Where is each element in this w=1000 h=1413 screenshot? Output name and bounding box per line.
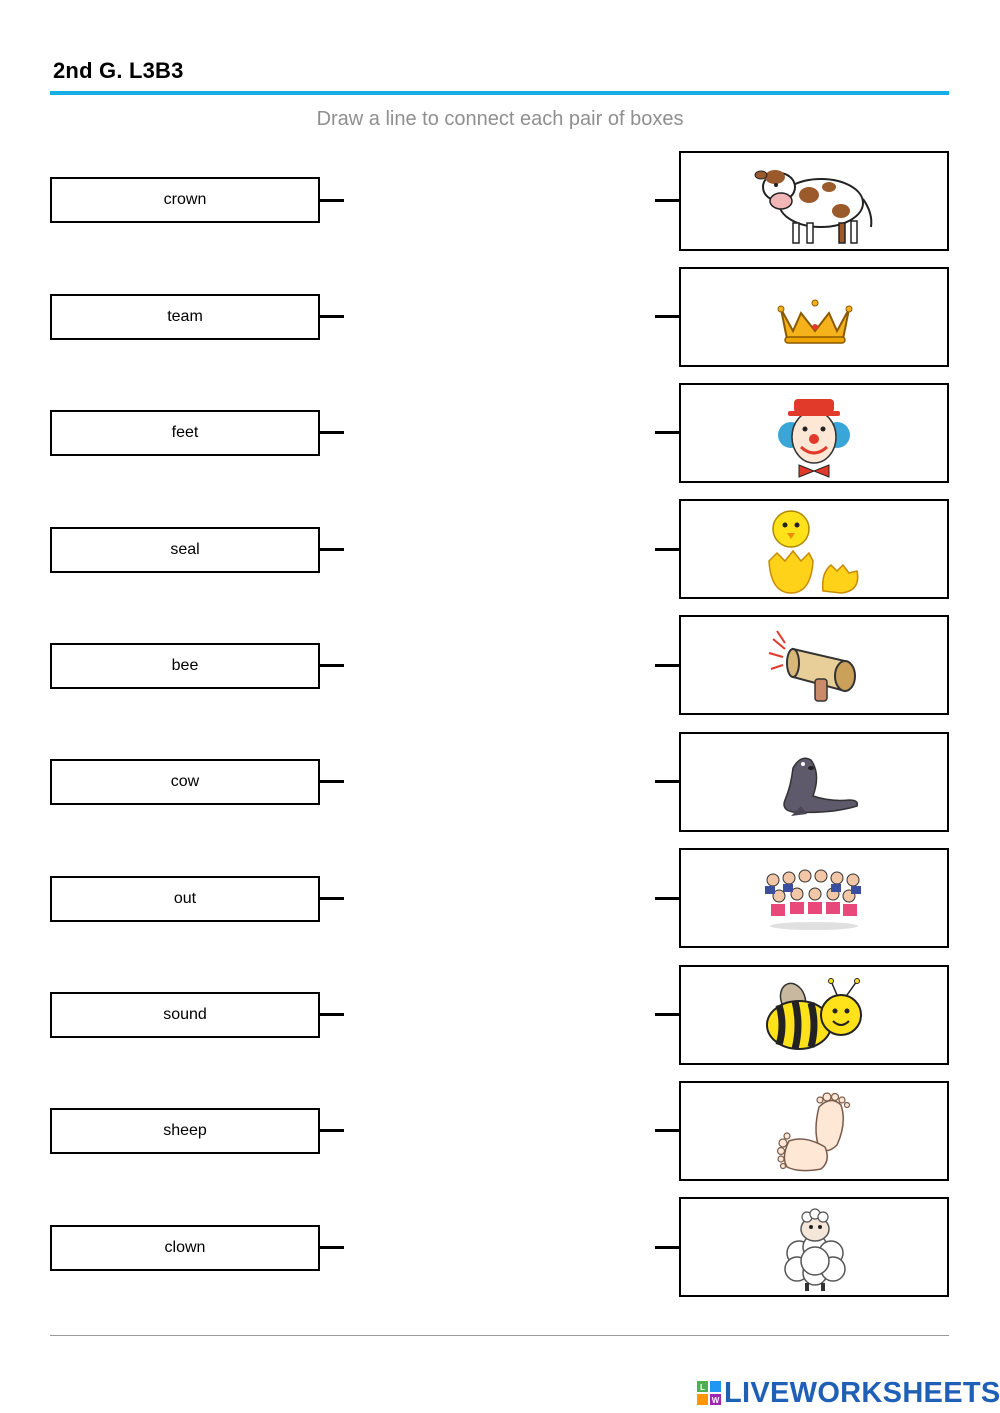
clown-icon xyxy=(681,385,947,481)
connector-stub-left[interactable] xyxy=(319,548,344,551)
logo-letter: W xyxy=(711,1396,720,1405)
word-label: out xyxy=(173,890,197,907)
picture-box-cow[interactable] xyxy=(679,151,949,251)
connector-stub-left[interactable] xyxy=(319,315,344,318)
connector-stub-right[interactable] xyxy=(655,897,680,900)
word-label: crown xyxy=(163,191,207,208)
word-label: feet xyxy=(171,424,199,441)
picture-box-bee[interactable] xyxy=(679,965,949,1065)
connector-stub-right[interactable] xyxy=(655,664,680,667)
picture-box-clown[interactable] xyxy=(679,383,949,483)
page-title: 2nd G. L3B3 xyxy=(53,58,184,83)
seal-icon xyxy=(681,734,947,830)
bee-icon xyxy=(681,967,947,1063)
word-box-seal[interactable] xyxy=(50,527,320,573)
picture-box-feet[interactable] xyxy=(679,1081,949,1181)
liveworksheets-logo-icon xyxy=(697,1381,721,1405)
word-box-sound[interactable] xyxy=(50,992,320,1038)
picture-box-team[interactable] xyxy=(679,848,949,948)
connector-stub-left[interactable] xyxy=(319,664,344,667)
instruction-text: Draw a line to connect each pair of boxes xyxy=(316,108,684,130)
word-label: clown xyxy=(164,1239,206,1256)
connector-stub-left[interactable] xyxy=(319,780,344,783)
word-label: cow xyxy=(170,773,200,790)
cow-icon xyxy=(681,153,947,249)
picture-box-crown[interactable] xyxy=(679,267,949,367)
connector-stub-right[interactable] xyxy=(655,431,680,434)
connector-stub-right[interactable] xyxy=(655,780,680,783)
connector-stub-left[interactable] xyxy=(319,199,344,202)
connector-stub-right[interactable] xyxy=(655,1013,680,1016)
picture-box-sheep[interactable] xyxy=(679,1197,949,1297)
word-label: bee xyxy=(171,657,199,674)
word-box-feet[interactable] xyxy=(50,410,320,456)
brand-logo[interactable] xyxy=(697,1376,1000,1410)
picture-box-seal[interactable] xyxy=(679,732,949,832)
feet-icon xyxy=(681,1083,947,1179)
footer-divider xyxy=(50,1335,949,1336)
word-box-bee[interactable] xyxy=(50,643,320,689)
word-label: sheep xyxy=(163,1122,207,1139)
word-box-crown[interactable] xyxy=(50,177,320,223)
title-underline xyxy=(50,91,949,95)
connector-stub-left[interactable] xyxy=(319,1246,344,1249)
word-box-team[interactable] xyxy=(50,294,320,340)
connector-stub-left[interactable] xyxy=(319,1013,344,1016)
word-label: seal xyxy=(170,541,200,558)
team-icon xyxy=(681,850,947,946)
word-box-cow[interactable] xyxy=(50,759,320,805)
word-label: team xyxy=(167,308,203,325)
connector-stub-right[interactable] xyxy=(655,1129,680,1132)
connector-stub-right[interactable] xyxy=(655,199,680,202)
brand-name: LIVEWORKSHEETS xyxy=(724,1376,1000,1409)
picture-box-megaphone[interactable] xyxy=(679,615,949,715)
word-box-sheep[interactable] xyxy=(50,1108,320,1154)
crown-icon xyxy=(681,269,947,365)
chick-icon xyxy=(681,501,947,597)
word-box-clown[interactable] xyxy=(50,1225,320,1271)
word-box-out[interactable] xyxy=(50,876,320,922)
connector-stub-left[interactable] xyxy=(319,431,344,434)
sheep-icon xyxy=(681,1199,947,1295)
connector-stub-right[interactable] xyxy=(655,315,680,318)
megaphone-icon xyxy=(681,617,947,713)
connector-stub-left[interactable] xyxy=(319,1129,344,1132)
connector-stub-right[interactable] xyxy=(655,1246,680,1249)
word-label: sound xyxy=(163,1006,207,1023)
connector-stub-right[interactable] xyxy=(655,548,680,551)
picture-box-chick[interactable] xyxy=(679,499,949,599)
logo-letter: L xyxy=(700,1383,705,1392)
connector-stub-left[interactable] xyxy=(319,897,344,900)
